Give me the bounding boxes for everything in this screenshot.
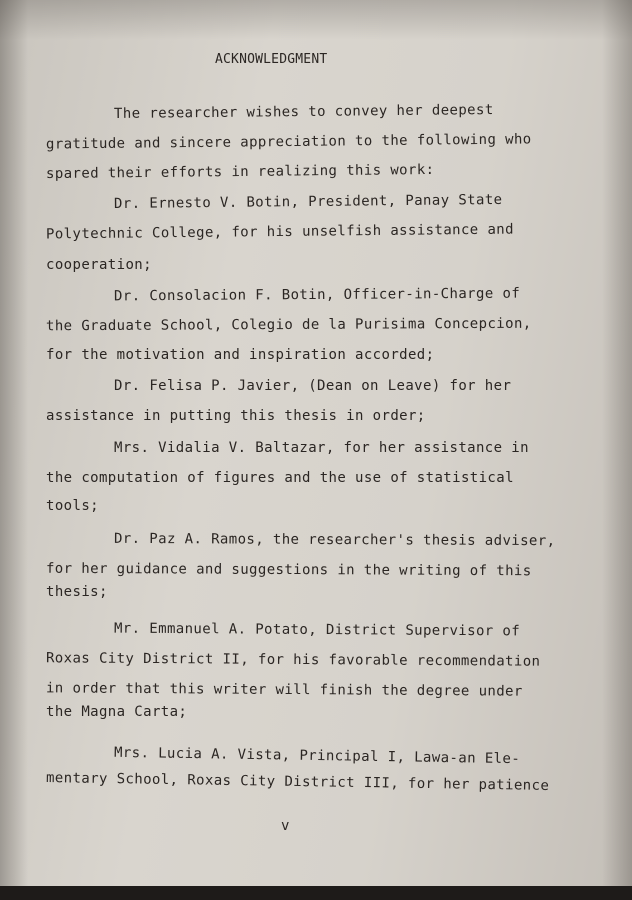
text-line: the computation of figures and the use of statistical (46, 470, 514, 486)
text-line: Polytechnic College, for his unselfish assistance and (45, 221, 514, 243)
text-line: Mrs. Lucia A. Vista, Principal I, Lawa-an Ele- (113, 744, 521, 768)
page-number: v (281, 818, 290, 834)
scan-footer-strip (0, 886, 632, 900)
text-line: for the motivation and inspiration accorded; (46, 347, 435, 363)
text-line: tools; (46, 498, 99, 514)
text-line: in order that this writer will finish the degree under (45, 680, 523, 700)
page-shadow-left (0, 0, 28, 900)
text-line: Dr. Paz A. Ramos, the researcher's thesis adviser, (113, 530, 556, 550)
text-line: Mr. Emmanuel A. Potato, District Supervisor of (113, 620, 521, 640)
text-line: the Magna Carta; (46, 704, 188, 720)
text-line: assistance in putting this thesis in order; (46, 408, 426, 424)
text-line: Dr. Felisa P. Javier, (Dean on Leave) for her (114, 378, 512, 394)
text-line: cooperation; (46, 257, 152, 273)
text-line: spared their efforts in realizing this work: (45, 161, 435, 183)
text-line: Roxas City District II, for his favorable recommendation (45, 650, 541, 670)
text-line: mentary School, Roxas City District III, for her patience (45, 770, 550, 794)
text-line: Dr. Ernesto V. Botin, President, Panay State (113, 191, 503, 213)
text-line: Mrs. Vidalia V. Baltazar, for her assistance in (114, 440, 529, 456)
text-line: Dr. Consolacion F. Botin, Officer-in-Charge of (113, 285, 521, 305)
page-title: ACKNOWLEDGMENT (215, 52, 328, 67)
text-line: for her guidance and suggestions in the writing of this (45, 560, 532, 580)
text-line: The researcher wishes to convey her deepest (113, 102, 494, 122)
page-shadow-top (0, 0, 632, 40)
page-shadow-right (602, 0, 632, 900)
text-line: gratitude and sincere appreciation to the following who (45, 131, 532, 153)
text-line: thesis; (46, 584, 108, 600)
text-line: the Graduate School, Colegio de la Purisima Concepcion, (45, 315, 532, 335)
